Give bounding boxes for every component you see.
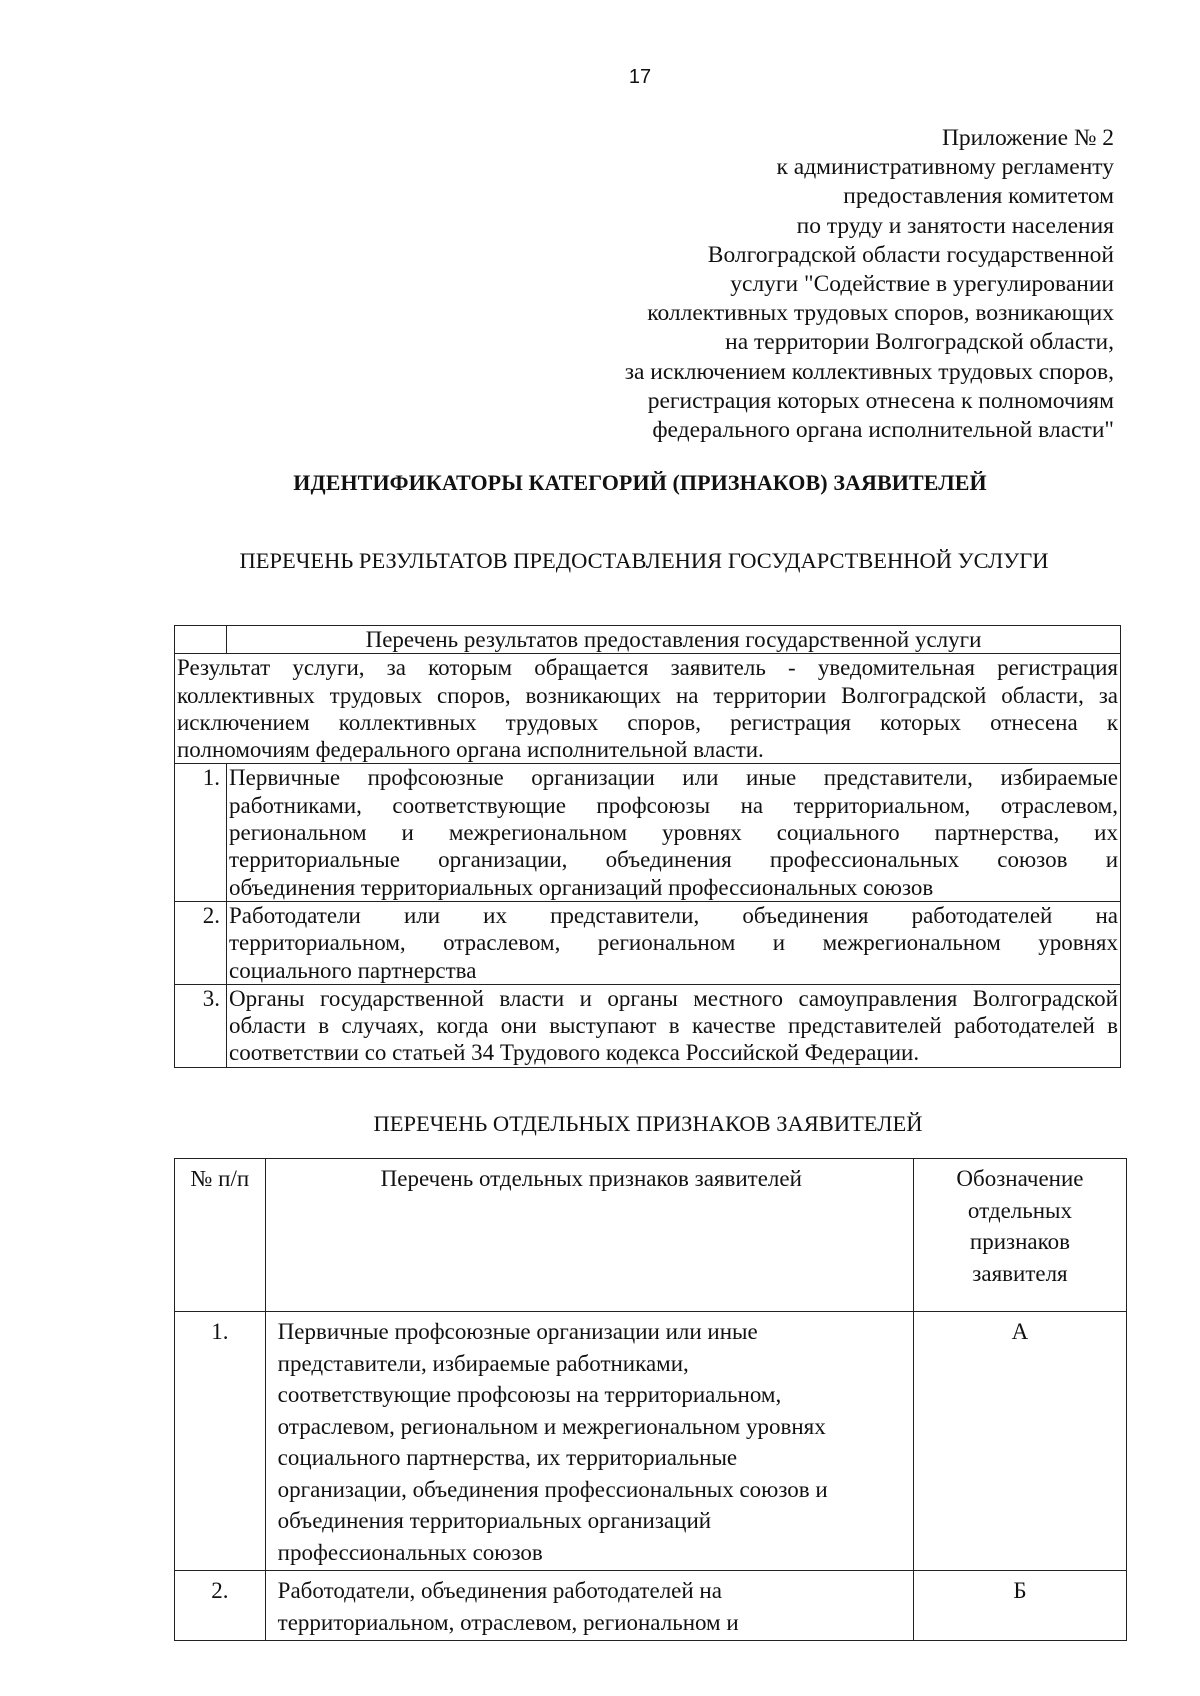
text-line: Первичные профсоюзные организации или иные bbox=[277, 1319, 758, 1344]
row-text bbox=[227, 764, 1121, 901]
text-line: Обозначение bbox=[956, 1166, 1084, 1191]
row-number: 1. bbox=[175, 764, 227, 901]
main-title: ИДЕНТИФИКАТОРЫ КАТЕГОРИЙ (ПРИЗНАКОВ) ЗАЯВИТЕЛЕЙ bbox=[293, 470, 987, 495]
appendix-line: за исключением коллективных трудовых споров, bbox=[624, 358, 1114, 385]
results-header-cell: Перечень результатов предоставления государственной услуги bbox=[227, 626, 1121, 654]
text-line: объединения территориальных организаций bbox=[277, 1508, 712, 1533]
signs-section-title: ПЕРЕЧЕНЬ ОТДЕЛЬНЫХ ПРИЗНАКОВ ЗАЯВИТЕЛЕЙ bbox=[373, 1111, 923, 1136]
appendix-line: коллективных трудовых споров, возникающих bbox=[647, 300, 1114, 327]
row-text bbox=[227, 901, 1121, 984]
row-number: 1. bbox=[175, 1312, 266, 1571]
text-line: работниками, соответствующие профсоюзы на территориальном, отраслевом, bbox=[229, 792, 1118, 818]
text-line: организации, объединения профессиональных союзов и bbox=[277, 1476, 828, 1502]
row-text bbox=[227, 984, 1121, 1067]
text-line: представители, избираемые работниками, bbox=[277, 1350, 689, 1376]
results-section-title: ПЕРЕЧЕНЬ РЕЗУЛЬТАТОВ ПРЕДОСТАВЛЕНИЯ ГОСУДАРСТВЕННОЙ УСЛУГИ bbox=[239, 548, 1049, 573]
text-line: соответствии со статьей 34 Трудового кодекса Российской Федерации. bbox=[229, 1040, 920, 1066]
table-row bbox=[175, 984, 1121, 1067]
text-line: исключением коллективных трудовых споров, регистрация которых отнесена к bbox=[177, 709, 1118, 735]
appendix-line: к административному регламенту bbox=[776, 154, 1114, 181]
text-line: Работодатели или их представители, объединения работодателей на bbox=[229, 902, 1118, 928]
appendix-line: Волгоградской области государственной bbox=[707, 241, 1114, 268]
sign-code: А bbox=[913, 1312, 1126, 1571]
text-line: территориальные организации, объединения профессиональных союзов и bbox=[229, 847, 1118, 873]
text-line: Работодатели, объединения работодателей на bbox=[277, 1578, 722, 1603]
text-line: социального партнерства, их территориальные bbox=[277, 1445, 738, 1470]
row-text bbox=[265, 1571, 913, 1641]
text-line: региональном и межрегиональном уровнях социального партнерства, их bbox=[229, 820, 1118, 846]
signs-table-header-row bbox=[175, 1159, 1127, 1312]
page-number: 17 bbox=[628, 66, 652, 88]
results-result-row bbox=[175, 654, 1121, 764]
text-line: полномочиям федерального органа исполнительной власти. bbox=[177, 737, 764, 763]
text-line: коллективных трудовых споров, возникающих на территории Волгоградской области, за bbox=[177, 682, 1118, 708]
table-row bbox=[175, 901, 1121, 984]
appendix-heading bbox=[554, 124, 1114, 445]
text-line: Органы государственной власти и органы местного самоуправления Волгоградской bbox=[229, 985, 1118, 1011]
text-line: профессиональных союзов bbox=[277, 1539, 543, 1565]
results-header-num-cell bbox=[175, 626, 227, 654]
text-line: объединения территориальных организаций профессиональных союзов bbox=[229, 874, 934, 900]
signs-header-code bbox=[913, 1159, 1126, 1312]
row-number: 3. bbox=[175, 984, 227, 1067]
table-row bbox=[175, 764, 1121, 901]
signs-header-num: № п/п bbox=[175, 1159, 266, 1312]
text-line: Первичные профсоюзные организации или иные представители, избираемые bbox=[229, 765, 1118, 791]
text-line: социального партнерства bbox=[229, 957, 477, 983]
text-line: территориальном, отраслевом, региональном и межрегиональном уровнях bbox=[229, 930, 1118, 956]
signs-table bbox=[174, 1158, 1127, 1641]
text-line: Результат услуги, за которым обращается заявитель - уведомительная регистрация bbox=[177, 655, 1118, 681]
table-row bbox=[175, 1312, 1127, 1571]
sign-code: Б bbox=[913, 1571, 1126, 1641]
appendix-line: федерального органа исполнительной власти" bbox=[652, 417, 1114, 444]
appendix-line: Приложение № 2 bbox=[941, 125, 1114, 151]
text-line: области в случаях, когда они выступают в качестве представителей работодателей в bbox=[229, 1013, 1118, 1039]
appendix-line: предоставления комитетом bbox=[843, 183, 1114, 210]
results-table bbox=[174, 625, 1121, 1068]
signs-header-list: Перечень отдельных признаков заявителей bbox=[265, 1159, 913, 1312]
text-line: отраслевом, региональном и межрегиональном уровнях bbox=[277, 1413, 826, 1439]
appendix-line: на территории Волгоградской области, bbox=[725, 329, 1114, 356]
text-line: признаков bbox=[969, 1229, 1071, 1254]
row-number: 2. bbox=[175, 1571, 266, 1641]
appendix-line: регистрация которых отнесена к полномочиям bbox=[647, 387, 1114, 414]
row-text bbox=[265, 1312, 913, 1571]
text-line: заявителя bbox=[972, 1260, 1068, 1286]
results-result-cell bbox=[175, 654, 1121, 764]
text-line: соответствующие профсоюзы на территориальном, bbox=[277, 1382, 782, 1407]
results-table-header-row bbox=[175, 626, 1121, 654]
appendix-line: по труду и занятости населения bbox=[796, 212, 1114, 239]
row-number: 2. bbox=[175, 901, 227, 984]
table-row bbox=[175, 1571, 1127, 1641]
appendix-line: услуги "Содействие в урегулировании bbox=[730, 271, 1114, 298]
text-line: территориальном, отраслевом, региональном и bbox=[277, 1609, 739, 1635]
text-line: отдельных bbox=[967, 1197, 1073, 1223]
